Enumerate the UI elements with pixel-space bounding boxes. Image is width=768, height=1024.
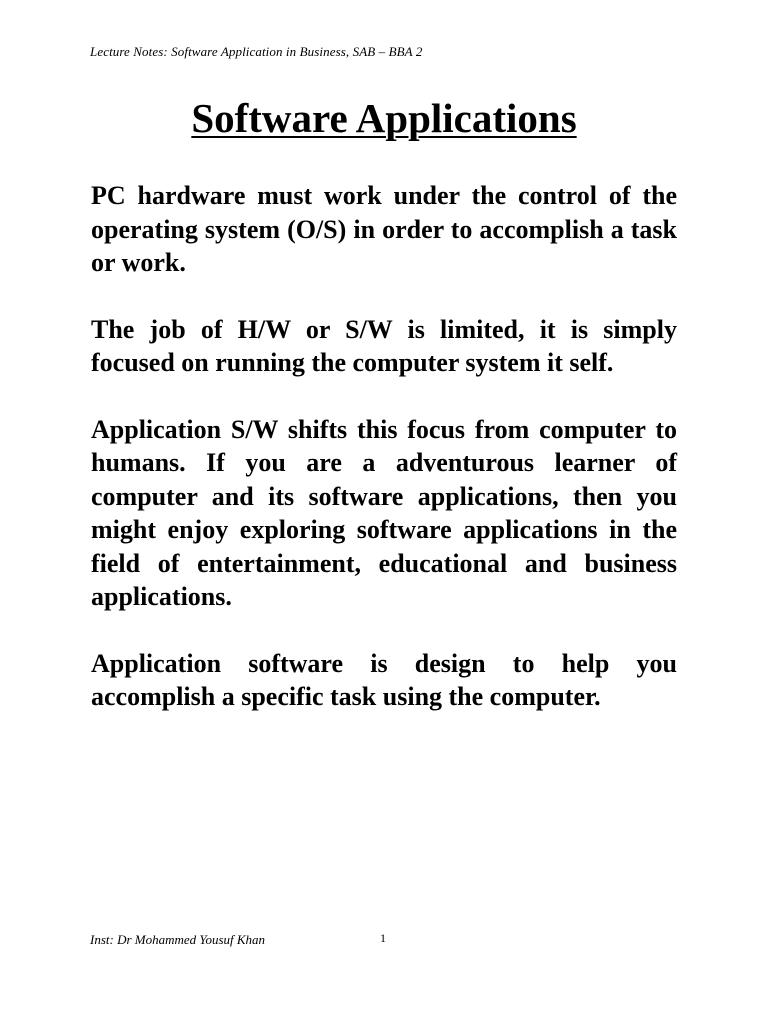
paragraph-2: The job of H/W or S/W is limited, it is simply focused on running the computer system it self. (91, 314, 677, 377)
paragraph-3: Application S/W shifts this focus from computer to humans. If you are a adventurous learner of computer and its software applications, then you might enjoy exploring software applications in the field of entertainment, educational and business applications. (91, 414, 677, 611)
footer-author: Inst: Dr Mohammed Yousuf Khan (90, 932, 266, 947)
paragraph-4: Application software is design to help you accomplish a specific task using the computer. (91, 648, 677, 711)
running-header: Lecture Notes: Software Application in Business, SAB – BBA 2 (90, 44, 423, 59)
page-number: 1 (380, 931, 386, 945)
paragraph-1: PC hardware must work under the control of the operating system (O/S) in order to accomplish a task or work. (91, 181, 677, 277)
body-text (91, 179, 677, 747)
page-footer (0, 932, 768, 952)
page-title: Software Applications (191, 95, 577, 141)
